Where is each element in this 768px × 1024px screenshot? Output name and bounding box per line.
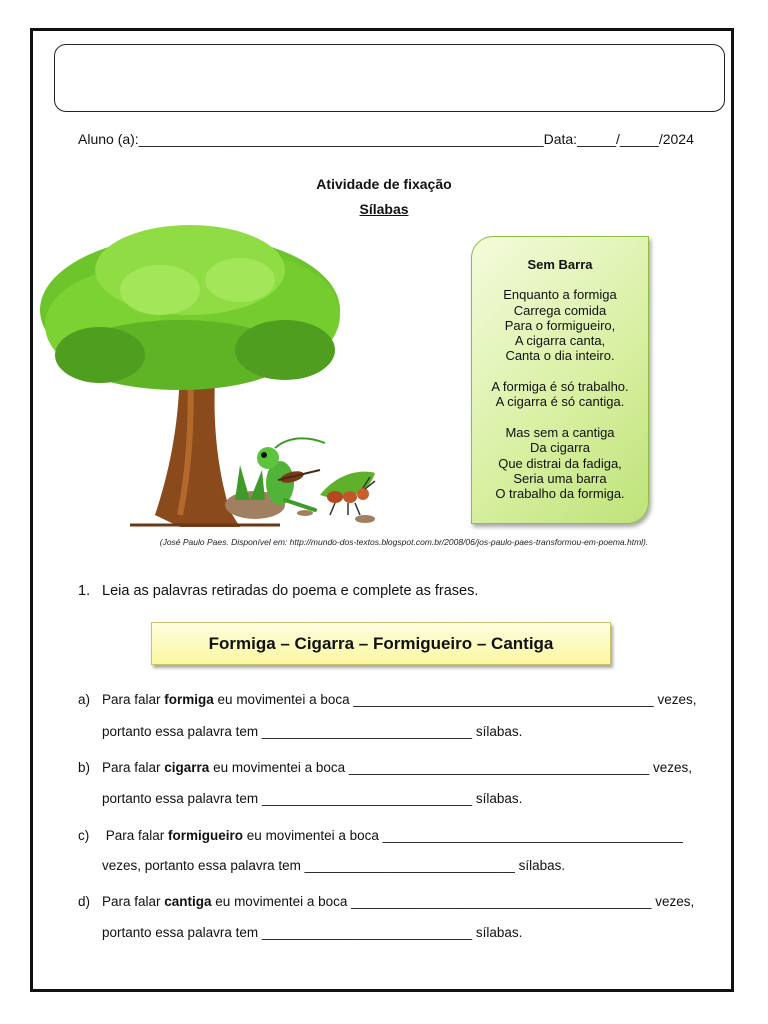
question-number: 1.: [78, 583, 91, 599]
date-label: Data:: [543, 131, 578, 147]
poem-line: A cigarra canta,: [514, 333, 606, 349]
activity-title: Atividade de fixação: [316, 176, 452, 192]
item-letter: a): [78, 692, 91, 707]
question-text: Leia as palavras retiradas do poema e complete as frases.: [102, 583, 479, 599]
item-d-line2[interactable]: portanto essa palavra tem ____________________________ sílabas.: [102, 925, 523, 940]
date-separator: /: [616, 131, 620, 147]
student-name-blank[interactable]: ____________________________________________________: [138, 131, 544, 147]
item-c-line2[interactable]: vezes, portanto essa palavra tem ____________________________ sílabas.: [102, 858, 566, 873]
item-keyword: formiga: [164, 692, 214, 707]
poem-line: Que distrai da fadiga,: [498, 455, 622, 471]
word-bank-box: Formiga – Cigarra – Formigueiro – Cantiga: [151, 622, 611, 665]
source-citation: (José Paulo Paes. Disponível em: http://mundo-dos-textos.blogspot.com.br/2008/06/jos-paulo-paes-transformou-em-poema.html).: [159, 537, 649, 547]
poem-line: Carrega comida: [513, 302, 607, 318]
student-info-line: [78, 131, 700, 147]
poem-line: O trabalho da formiga.: [495, 486, 625, 502]
ant-with-leaf: [297, 472, 375, 523]
poem-line: Para o formigueiro,: [504, 317, 616, 333]
item-text-post[interactable]: eu movimentei a boca ________________________________________ vezes,: [211, 894, 695, 909]
header-box: [54, 44, 725, 112]
student-label: Aluno (a):: [78, 131, 139, 147]
item-text-pre: Para falar: [102, 692, 165, 707]
poem-line: Da cigarra: [530, 440, 590, 456]
date-year: /2024: [658, 131, 694, 147]
item-text-pre: Para falar: [102, 760, 165, 775]
poem-line: A formiga é só trabalho.: [491, 379, 629, 395]
poem-stanza-2: [472, 379, 648, 410]
item-text-pre: Para falar: [102, 828, 169, 843]
item-a-line2[interactable]: portanto essa palavra tem ____________________________ sílabas.: [102, 724, 523, 739]
tree-canopy: [40, 225, 340, 390]
question-1: [78, 583, 478, 599]
item-text-post[interactable]: eu movimentei a boca ________________________________________ vezes,: [213, 692, 697, 707]
item-b-line2[interactable]: portanto essa palavra tem ____________________________ sílabas.: [102, 791, 523, 806]
poem-line: Canta o dia inteiro.: [505, 348, 615, 364]
item-a: [78, 692, 696, 707]
item-keyword: formigueiro: [168, 828, 244, 843]
date-day-blank[interactable]: _____: [577, 131, 616, 147]
poem-title: Sem Barra: [527, 257, 593, 272]
cricket-with-violin: [225, 438, 325, 519]
poem-line: Seria uma barra: [513, 470, 607, 486]
item-letter: c): [78, 828, 90, 843]
item-text-post[interactable]: eu movimentei a boca ________________________________________: [243, 828, 683, 843]
item-keyword: cantiga: [164, 894, 212, 909]
item-d: [78, 894, 694, 909]
poem-line: Enquanto a formiga: [503, 287, 617, 303]
topic-title-text: Sílabas: [359, 201, 409, 217]
poem-stanza-1: [472, 287, 648, 363]
tree-cricket-ant-illustration: [30, 215, 410, 535]
poem-box: [471, 236, 649, 524]
item-c: [78, 828, 683, 843]
item-b: [78, 760, 692, 775]
item-text-post[interactable]: eu movimentei a boca ________________________________________ vezes,: [209, 760, 692, 775]
item-letter: b): [78, 760, 91, 775]
item-keyword: cigarra: [164, 760, 210, 775]
item-letter: d): [78, 894, 91, 909]
item-text-pre: Para falar: [102, 894, 165, 909]
poem-line: Mas sem a cantiga: [505, 424, 615, 440]
poem-stanza-3: [472, 425, 648, 501]
date-month-blank[interactable]: _____: [619, 131, 659, 147]
poem-line: A cigarra é só cantiga.: [495, 394, 625, 410]
